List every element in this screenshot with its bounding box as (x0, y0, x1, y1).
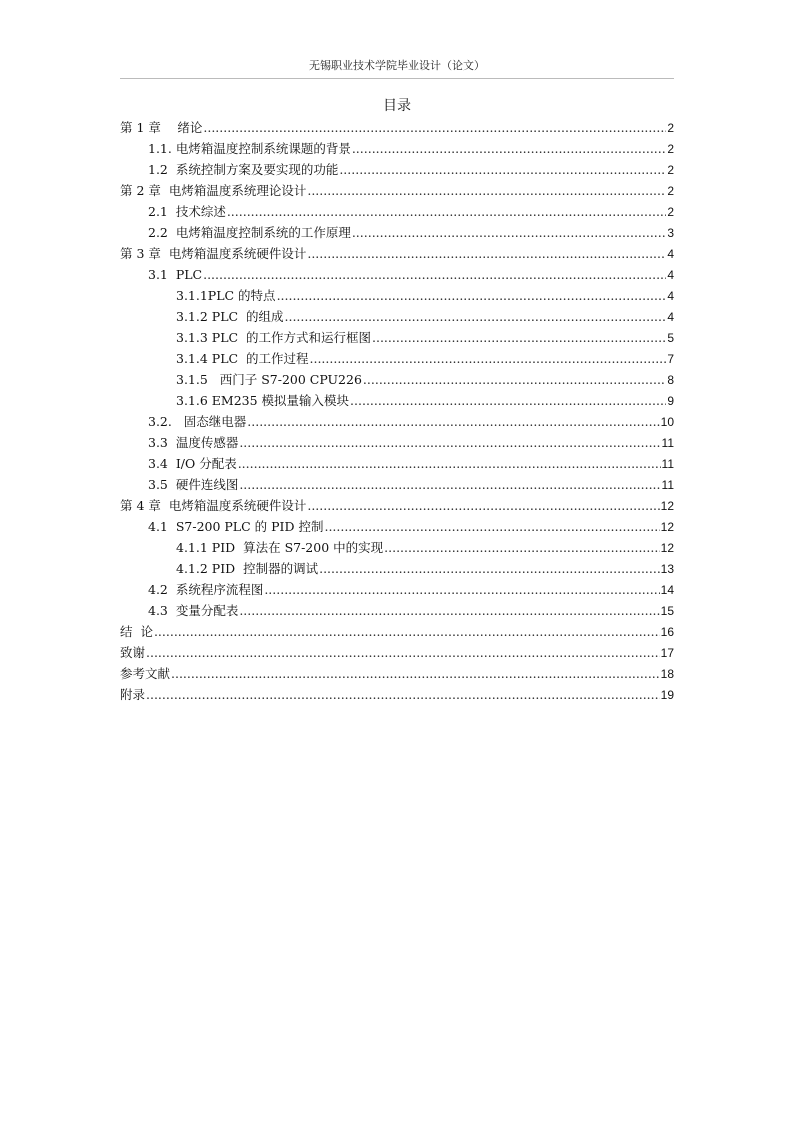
toc-entry-title: 2.1 技术综述 (148, 204, 226, 219)
toc-page-number: 5 (667, 331, 674, 345)
toc-page-number: 15 (660, 604, 674, 618)
toc-entry[interactable] (120, 117, 674, 138)
toc-entry-title: 1.2 系统控制方案及要实现的功能 (148, 162, 339, 177)
toc-entry-title: 4.1.2 PID 控制器的调试 (176, 561, 319, 576)
toc-entry-title: 3.3 温度传感器 (148, 435, 239, 450)
toc-entry[interactable] (120, 663, 674, 684)
toc-entry[interactable] (120, 264, 674, 285)
dot-leader (384, 537, 659, 558)
toc-entry[interactable] (120, 600, 674, 621)
dot-leader (319, 558, 660, 579)
toc-page-number: 12 (660, 541, 674, 555)
dot-leader (352, 222, 666, 243)
toc-entry[interactable] (120, 201, 674, 222)
toc-entry[interactable] (120, 243, 674, 264)
toc-entry[interactable] (120, 453, 674, 474)
dot-leader (324, 516, 659, 537)
toc-entry-title: 3.1.4 PLC 的工作过程 (176, 351, 309, 366)
toc-page-number: 16 (660, 625, 674, 639)
toc-page-number: 2 (667, 142, 674, 156)
toc-entry[interactable] (120, 642, 674, 663)
toc-entry[interactable] (120, 432, 674, 453)
toc-entry[interactable] (120, 558, 674, 579)
toc-entry-title: 3.1.5 西门子 S7-200 CPU226 (176, 372, 362, 387)
toc-entry-title: 3.1.1PLC 的特点 (176, 288, 276, 303)
toc-entry[interactable] (120, 579, 674, 600)
toc-entry-title: 2.2 电烤箱温度控制系统的工作原理 (148, 225, 351, 240)
toc-page-number: 14 (660, 583, 674, 597)
toc-page-number: 12 (660, 520, 674, 534)
toc-page-number: 11 (661, 457, 674, 471)
toc-page-number: 3 (667, 226, 674, 240)
toc-page-number: 18 (660, 667, 674, 681)
toc-entry[interactable] (120, 516, 674, 537)
toc-page-number: 11 (661, 478, 674, 492)
dot-leader (339, 159, 666, 180)
toc-title: 目录 (383, 98, 411, 114)
dot-leader (264, 579, 659, 600)
toc-page-number: 4 (667, 268, 674, 282)
dot-leader (352, 138, 666, 159)
toc-page-number: 8 (667, 373, 674, 387)
toc-entry[interactable] (120, 138, 674, 159)
toc-entry-title: 结 论 (120, 624, 153, 639)
dot-leader (372, 327, 666, 348)
toc-page-number: 2 (667, 205, 674, 219)
toc-entry[interactable] (120, 306, 674, 327)
dot-leader (310, 348, 667, 369)
toc-entry-title: 3.2. 固态继电器 (148, 414, 247, 429)
toc-entry-title: 4.3 变量分配表 (148, 603, 239, 618)
toc-entry-title: 3.1.2 PLC 的组成 (176, 309, 284, 324)
toc-entry-title: 4.1.1 PID 算法在 S7-200 中的实现 (176, 540, 384, 555)
toc-entry[interactable] (120, 369, 674, 390)
dot-leader (307, 243, 666, 264)
dot-leader (154, 621, 660, 642)
toc-entry-title: 附录 (120, 687, 146, 702)
toc-page-number: 4 (667, 289, 674, 303)
toc-page-number: 2 (667, 121, 674, 135)
dot-leader (239, 474, 660, 495)
table-of-contents (120, 117, 674, 705)
toc-page-number: 2 (667, 163, 674, 177)
dot-leader (227, 201, 666, 222)
toc-entry[interactable] (120, 411, 674, 432)
toc-entry-title: 第 2 章 电烤箱温度系统理论设计 (120, 183, 307, 198)
dot-leader (285, 306, 667, 327)
toc-entry[interactable] (120, 180, 674, 201)
toc-entry-title: 4.1 S7-200 PLC 的 PID 控制 (148, 519, 324, 534)
dot-leader (363, 369, 666, 390)
toc-entry-title: 4.2 系统程序流程图 (148, 582, 264, 597)
toc-page-number: 10 (660, 415, 674, 429)
toc-entry[interactable] (120, 327, 674, 348)
toc-entry[interactable] (120, 285, 674, 306)
dot-leader (239, 600, 659, 621)
dot-leader (203, 117, 666, 138)
toc-entry-title: 第 4 章 电烤箱温度系统硬件设计 (120, 498, 307, 513)
page-header: 无锡职业技术学院毕业设计（论文） (309, 59, 485, 72)
dot-leader (239, 432, 660, 453)
dot-leader (247, 411, 659, 432)
toc-entry-title: 3.4 I/O 分配表 (148, 456, 237, 471)
dot-leader (307, 495, 659, 516)
toc-entry-title: 3.5 硬件连线图 (148, 477, 239, 492)
dot-leader (307, 180, 666, 201)
toc-entry-title: 第 1 章 绪论 (120, 120, 203, 135)
toc-page-number: 13 (660, 562, 674, 576)
toc-page-number: 4 (667, 310, 674, 324)
dot-leader (350, 390, 666, 411)
toc-entry[interactable] (120, 684, 674, 705)
toc-page-number: 4 (667, 247, 674, 261)
dot-leader (203, 264, 666, 285)
toc-entry[interactable] (120, 348, 674, 369)
toc-entry[interactable] (120, 390, 674, 411)
toc-page-number: 19 (660, 688, 674, 702)
dot-leader (146, 684, 660, 705)
toc-entry-title: 参考文献 (120, 666, 171, 681)
toc-entry-title: 致谢 (120, 645, 146, 660)
dot-leader (238, 453, 661, 474)
toc-page-number: 17 (660, 646, 674, 660)
toc-page-number: 9 (667, 394, 674, 408)
toc-entry-title: 3.1.3 PLC 的工作方式和运行框图 (176, 330, 372, 345)
toc-entry-title: 第 3 章 电烤箱温度系统硬件设计 (120, 246, 307, 261)
toc-entry[interactable] (120, 495, 674, 516)
dot-leader (171, 663, 660, 684)
toc-page-number: 11 (661, 436, 674, 450)
toc-page-number: 2 (667, 184, 674, 198)
toc-page-number: 12 (660, 499, 674, 513)
toc-entry[interactable] (120, 222, 674, 243)
toc-entry[interactable] (120, 537, 674, 558)
toc-entry-title: 1.1. 电烤箱温度控制系统课题的背景 (148, 141, 351, 156)
toc-entry[interactable] (120, 621, 674, 642)
toc-entry[interactable] (120, 159, 674, 180)
toc-page-number: 7 (667, 352, 674, 366)
dot-leader (146, 642, 660, 663)
toc-entry-title: 3.1.6 EM235 模拟量输入模块 (176, 393, 350, 408)
dot-leader (277, 285, 667, 306)
toc-entry[interactable] (120, 474, 674, 495)
toc-entry-title: 3.1 PLC (148, 267, 203, 282)
header-rule (120, 78, 674, 79)
